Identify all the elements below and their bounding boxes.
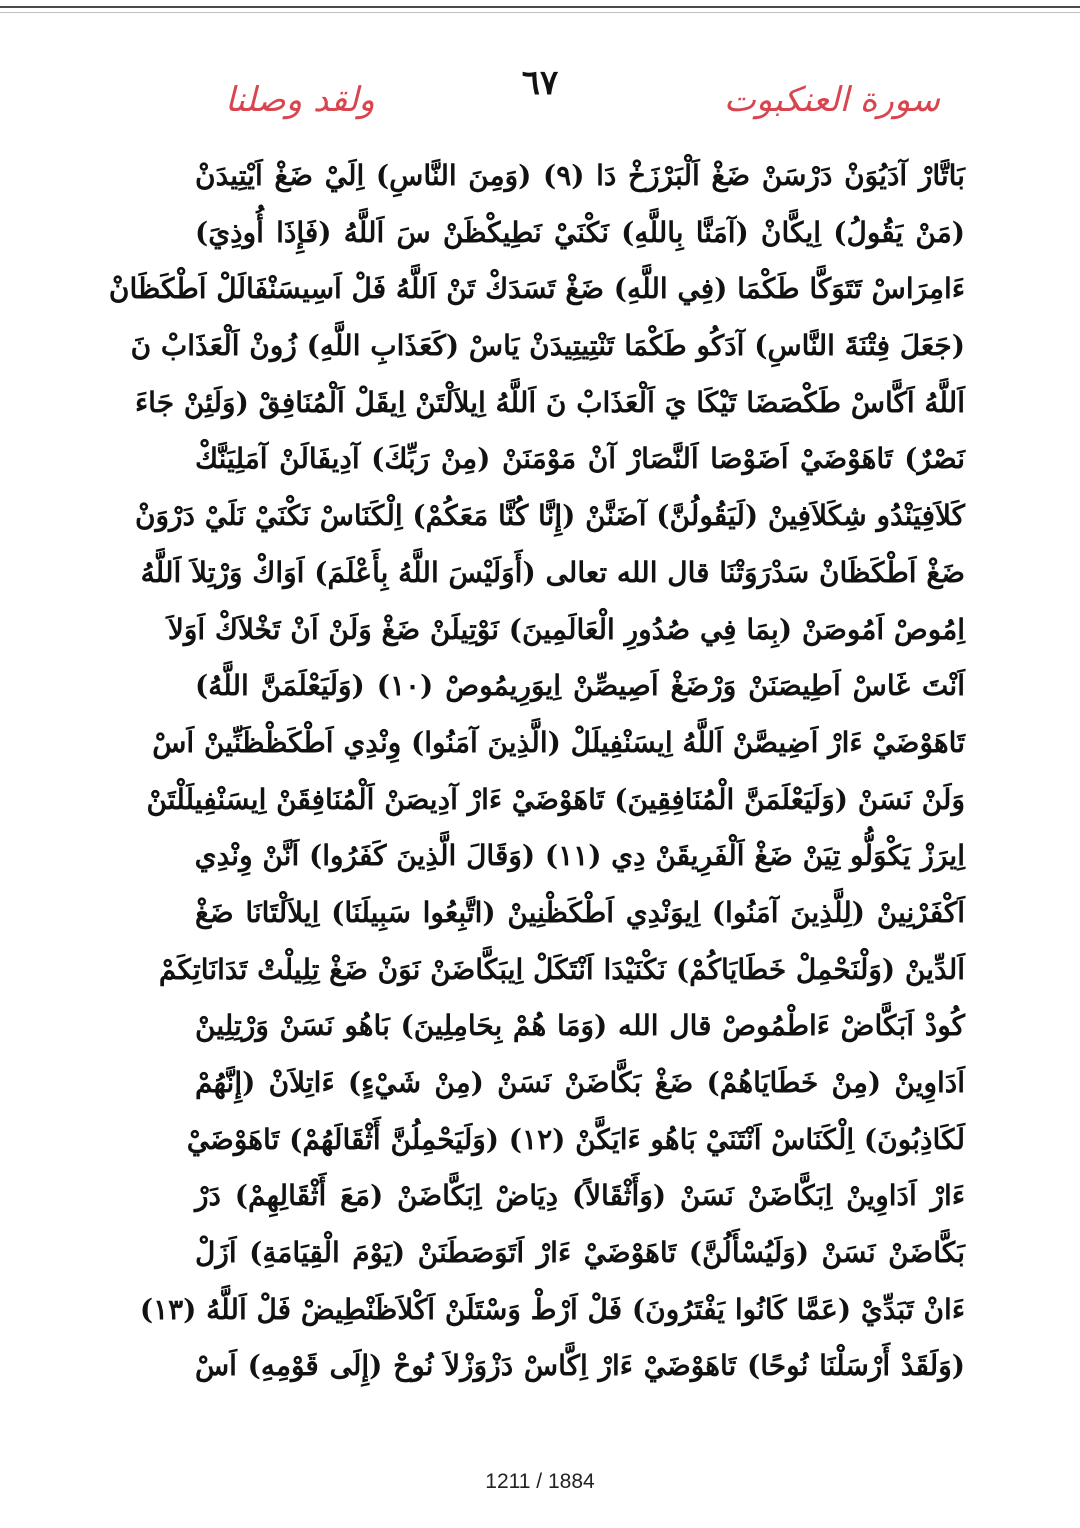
page-number: ٦٧: [521, 63, 559, 103]
text-line: اِمُوصْ اَمُوصَنْ (بِمَا فِي صُدُورِ الْعَالَمِينَ) نَوْتِيلَنْ ضَغْ وَلَنْ اَنْ تَخْلاَكْ اَوَلاَ: [167, 612, 965, 646]
text-line: بَكَّاضَنْ نَسَنْ (وَلَيُسْأَلُنَّ) تَاهَوْضَيْ ءَارْ اَتَوَصَطَنَنْ (يَوْمَ الْقِيَامَةِ) اَزَلْ: [195, 1236, 965, 1270]
text-line: ضَغْ اَطْكَظَانْ سَدْرَوَتْنَا قال الله تعالى (أَوَلَيْسَ اللَّهُ بِأَعْلَمَ) اَوَاكْ وَرْتِلاَ اَللَّهُ: [140, 555, 965, 589]
text-line: اَلدِّينْ (وَلْنَحْمِلْ خَطَايَاكُمْ) نَكْنَيْدَا اَنْتَكَلْ اِيبَكَّاضَنْ نَوَنْ ضَغْ تِلِيلْتْ تَدَانَاتِكَمْ: [158, 952, 965, 986]
top-border-line: [0, 6, 1080, 8]
text-line: بَاتَّارْ آدَيُوَنْ دَرْسَنْ ضَغْ اَلْبَرْزَخْ دَا (٩) (وَمِنَ النَّاسِ) اِلَيْ ضَغْ اَيْتِيدَنْ: [195, 159, 965, 192]
text-line: ءَارْ اَدَاوِينْ اِبَكَّاضَنْ نَسَنْ (وَأَثْقَالاً) دِيَاضْ اِبَكَّاضَنْ (مَعَ أَثْقَالِهِمْ) دَرْ: [195, 1179, 965, 1213]
text-line: (جَعَلَ فِتْنَةَ النَّاسِ) آدَكُو طَكْمَا تَنْتِيتِيدَنْ يَاسْ (كَعَذَابِ اللَّهِ) زُونْ اَلْعَذَابْ نَ: [130, 329, 965, 363]
text-line: تَاهَوْضَيْ ءَارْ اَضِيصَّنْ اَللَّهُ اِيسَنْفِيلَلْ (الَّذِينَ آمَنُوا) وِنْدِي اَطْكَظْظَنِّينْ اَسْ: [152, 725, 965, 759]
text-line: ءَانْ تَبَدِّيْ (عَمَّا كَانُوا يَفْتَرُونَ) فَلْ اَرْطْ وَسْتَلَنْ اَكْلاَظَنْطِيضْ فَلْ اَللَّهُ (١٣): [139, 1292, 965, 1326]
text-line: (وَلَقَدْ أَرْسَلْنَا نُوحًا) تَاهَوْضَيْ ءَارْ اِكَّاسْ دَزْوَزْلاَ نُوحْ (إِلَى قَوْمِهِ) اَسْ: [195, 1349, 965, 1383]
arabic-text-body: [108, 148, 975, 1395]
text-line: اَللَّهُ اَكَّاسْ طَكْصَضَا تَيْكَا يَ اَلْعَذَابْ نَ اَللَّهُ اِيلاَلْتَنْ اِيقَلْ اَلْمُنَافِقْ (وَلَئِنْ جَاءَ: [135, 385, 965, 419]
text-line: اِيرَزْ يَكْوَلُّو تِيَنْ ضَغْ اَلْفَرِيقَنْ دِي (١١) (وَقَالَ الَّذِينَ كَفَرُوا) اَنَّنْ وِنْدِي: [194, 839, 965, 873]
text-line: اَنْتَ غَاسْ اَطِيصَنَنْ وَرْضَغْ اَصِيصِّنْ اِيوَرِيمُوصْ (١٠) (وَلَيَعْلَمَنَّ اللَّهُ): [195, 669, 965, 703]
page-counter: 1211 / 1884: [485, 1470, 595, 1493]
text-line: (مَنْ يَقُولُ) اِيكَّانْ (آمَنَّا بِاللَّهِ) نَكْنَيْ نَطِيكْظَنْ سَ اَللَّهُ (فَإِذَا أُوذِيَ): [195, 215, 965, 249]
juz-marker-handwritten: ولقد وصلنا: [225, 80, 375, 120]
text-line: لَكَاذِبُونَ) اِلْكَنَاسْ اَنْتَنَيْ بَاهُو ءَايَكَّنْ (١٢) (وَلَيَحْمِلُنَّ أَثْقَالَهُمْ) تَاهَوْضَيْ: [186, 1122, 965, 1156]
text-line: نَصْرٌ) تَاهَوْضَيْ اَضَوْصَا اَلنَّصَارْ آنْ مَوْمَنَنْ (مِنْ رَبِّكَ) آدِيفَالَنْ آمَلِيَنَّكْ: [195, 442, 965, 476]
surah-title-handwritten: سورة العنكبوت: [723, 80, 940, 120]
text-line: وَلَنْ نَسَنْ (وَلَيَعْلَمَنَّ الْمُنَافِقِينَ) تَاهَوْضَيْ ءَارْ آدِيصَنْ اَلْمُنَافِقَنْ اِيسَنْفِيلَلْتَنْ: [146, 782, 965, 816]
text-line: اَدَاوِينْ (مِنْ خَطَايَاهُمْ) ضَغْ بَكَّاضَنْ نَسَنْ (مِنْ شَيْءٍ) ءَاتِلاَنْ (إِنَّهُمْ: [195, 1066, 965, 1099]
text-line: اَكْفَرْنِينْ (لِلَّذِينَ آمَنُوا) اِيوَنْدِي اَطْكَظْنِينْ (اتَّبِعُوا سَبِيلَنَا) اِيلاَلْتَانَا ضَغْ: [195, 895, 965, 929]
text-line: كُودْ اَبَكَّاضْ ءَاطْمُوصْ قال الله (وَمَا هُمْ بِحَامِلِينَ) بَاهُو نَسَنْ وَرْتِلِينْ: [195, 1009, 965, 1043]
text-line: كَلاَفِيَنْدُو شِكَلاَفِينْ (لَيَقُولُنَّ) آضَنَّنْ (إِنَّا كُنَّا مَعَكُمْ) اِلْكَنَاسْ نَكْنَيْ نَلَيْ دَرْوَنْ: [134, 499, 965, 533]
top-border-line-thin: [0, 12, 1080, 13]
text-line: ءَامِرَاسْ تَتَوَكَّا طَكْمَا (فِي اللَّهِ) ضَغْ تَسَدَكْ تَنْ اَللَّهُ فَلْ اَسِيسَنْفَالَلْ اَطْكَظَانْ: [108, 272, 965, 306]
